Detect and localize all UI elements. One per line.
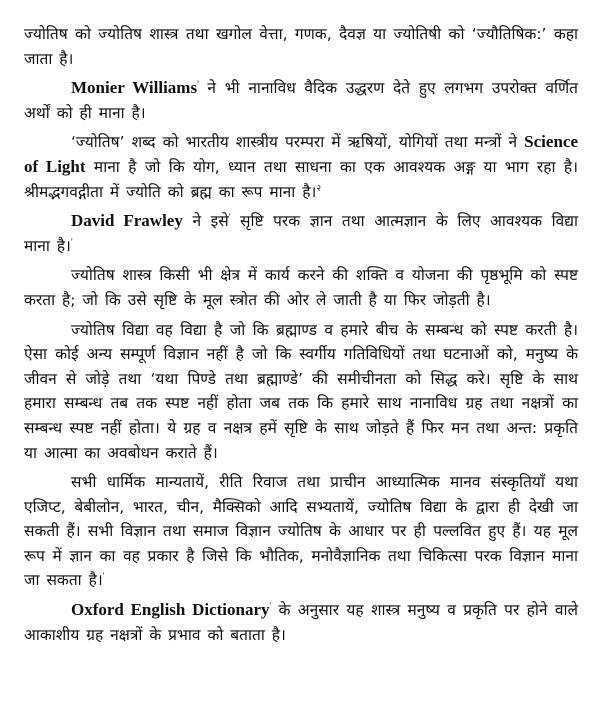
paragraph-3 xyxy=(24,130,578,204)
paragraph-6 xyxy=(24,318,578,466)
paragraph-2 xyxy=(24,76,578,125)
english-term: Oxford English Dictionary xyxy=(71,600,270,620)
paragraph-5 xyxy=(24,263,578,312)
paragraph-text: ने इसे xyxy=(182,212,229,231)
english-term: Monier Williams xyxy=(71,78,198,98)
footnote-marker: २ xyxy=(316,182,322,193)
footnote-marker: ' xyxy=(228,212,231,222)
footnote-marker: ' xyxy=(102,571,105,582)
paragraph-4 xyxy=(24,209,578,258)
paragraph-1 xyxy=(24,22,578,71)
paragraph-text: के अनुसार यह शास्त्र मनुष्य व प्रकृति पर होने वाले आकाशीय ग्रह नक्षत्रों के प्रभाव को बताता है। xyxy=(24,601,578,644)
footnote-marker: ' xyxy=(70,236,73,247)
paragraph-7 xyxy=(24,470,578,593)
paragraph-text: ज्योतिष विद्या वह विद्या है जो कि ब्रह्माण्ड व हमारे बीच के सम्बन्ध को स्पष्ट करती है। ऐसा कोई अन्य सम्पूर्ण विज्ञान नहीं है जो कि स्वर्गीय गतिविधियों तथा घटनाओं को, मनुष्य के जीवन से जोड़े तथा ‘यथा पिण्डे तथा ब्रह्माण्डे’ की समीचीनता को सिद्ध करे। सृष्टि के साथ हमारा सम्बन्ध तब तक स्पष्ट नहीं होता जब तक कि हमारे साथ नानाविध ग्रह तथा नक्षत्रों का सम्बन्ध स्पष्ट नहीं होता। ये ग्रह व नक्षत्र हमें सृष्टि के साथ जोड़ते हैं फिर मन तथा अन्त: प्रकृति या आत्मा का अवबोधन कराते हैं। xyxy=(24,320,578,462)
paragraph-text: ‘ज्योतिष’ शब्द को भारतीय शास्त्रीय परम्परा में ऋषियों, योगियों तथा मन्त्रों ने xyxy=(71,133,525,152)
footnote-marker: ' xyxy=(269,600,272,611)
paragraph-text: सभी धार्मिक मान्यतायें, रीति रिवाज तथा प्राचीन आध्यात्मिक मानव संस्कृतियाँ यथा एजिप्ट, बेबीलोन, भारत, चीन, मैक्सिको आदि सभ्यतायें, ज्योतिष विद्या के द्वारा ही देखी जा सकती हैं। सभी विज्ञान तथा समाज विज्ञान ज्योतिष के आधार पर ही पल्लवित हुए हैं। यह मूल रूप में ज्ञान का वह प्रकार है जिसे कि भौतिक, मनोवैज्ञानिक तथा चिकित्सा परक विज्ञान माना जा सकता है। xyxy=(24,473,578,590)
paragraph-text: माना है जो कि योग, ध्यान तथा साधना का एक आवश्यक अङ्ग या भाग रहा है। श्रीमद्भगवद्गीता में ज्योति को ब्रह्म का रूप माना है। xyxy=(24,157,578,201)
footnote-marker: ' xyxy=(197,79,199,90)
english-term: David Frawley xyxy=(71,211,183,231)
paragraph-text: सृष्टि परक ज्ञान तथा आत्मज्ञान के लिए आवश्यक विद्या माना है। xyxy=(24,212,578,255)
paragraph-8 xyxy=(24,598,578,647)
paragraph-text: ने भी नानाविध वैदिक उद्धरण देते हुए लगभग उपरोक्त वर्णित अर्थों को ही माना है। xyxy=(24,79,579,122)
paragraph-text: ज्योतिष को ज्योतिष शास्त्र तथा खगोल वेत्ता, गणक, दैवज्ञ या ज्योतिषी को ‘ज्यौतिषिक:’ कहा जाता है। xyxy=(24,25,578,68)
english-term: Science of Light xyxy=(24,132,578,176)
paragraph-text: ज्योतिष शास्त्र किसी भी क्षेत्र में कार्य करने की शक्ति व योजना की पृष्ठभूमि को स्पष्ट करता है; जो कि उसे सृष्टि के मूल स्त्रोत की ओर ले जाती है या फिर जोड़ती है। xyxy=(24,266,578,309)
